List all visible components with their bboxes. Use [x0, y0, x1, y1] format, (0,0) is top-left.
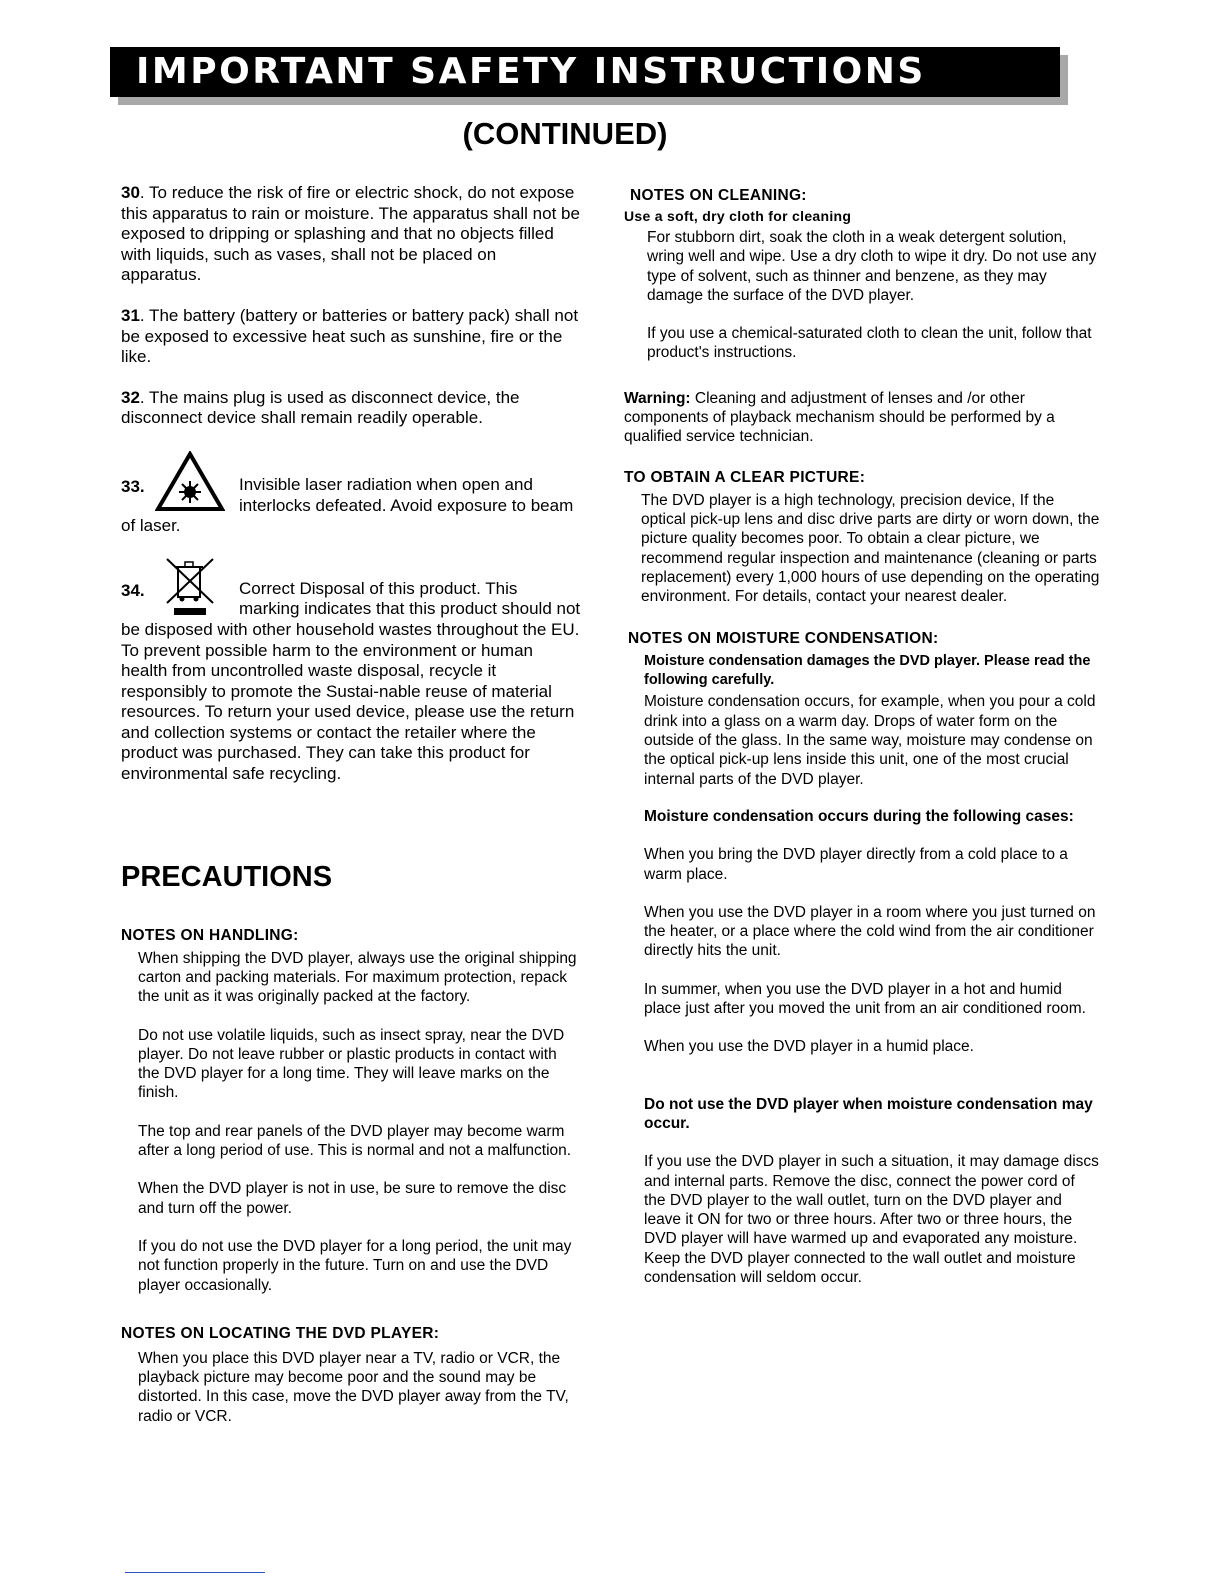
instruction-33: 33. Invisible laser radiation when open and interlocks defeated. Avoid exposure to beam of laser. — [121, 451, 581, 537]
locating-notes: When you place this DVD player near a TV, radio or VCR, the playback picture may become poor and the sound may be distorted. In this case, move the DVD player away from the TV, radio or VCR. — [138, 1349, 569, 1425]
left-column — [121, 183, 581, 1426]
instruction-34: 34. Correct Disposal of this product. This marking indicates that this product should not be disposed with other household wastes throughout the EU. To prevent possible harm to the environment or human health from uncontrolled waste disposal, recycle it responsibly to promote the Sustai-nable reuse of material resources. To return your used device, please use the return and collection systems or contact the retailer where the product was purchased. They can take this product for environmental safe recycling. — [121, 555, 581, 785]
warning-note: Warning: Cleaning and adjustment of lenses and /or other components of playback mechanism should be performed by a qualified service technician. — [624, 389, 1055, 446]
instruction-30: 30. To reduce the risk of fire or electric shock, do not expose this apparatus to rain or moisture. The apparatus shall not be exposed to dripping or splashing and that no objects filled with liquids, such as vases, shall not be placed on apparatus. — [121, 183, 580, 285]
moisture-heading: NOTES ON MOISTURE CONDENSATION: — [628, 630, 939, 648]
page-subtitle: (CONTINUED) — [462, 116, 668, 151]
page-title: IMPORTANT SAFETY INSTRUCTIONS — [110, 47, 1060, 97]
picture-heading: TO OBTAIN A CLEAR PICTURE: — [624, 468, 866, 486]
crossed-bin-icon — [155, 555, 225, 619]
right-column — [624, 187, 1100, 1287]
handling-heading: NOTES ON HANDLING: — [121, 926, 299, 944]
moisture-notes: Moisture condensation damages the DVD player. Please read the following carefully. Moisture condensation occurs, for example, when you pour a cold drink into a glass on a warm day. Drops of water form on the outside of the glass. In the same way, moisture may condense on the optical pick-up lens inside this unit, one of the most crucial internal parts of the DVD player. Moisture condensation occurs during the following cases: When you bring the DVD player directly from a cold place to a warm place. When you use the DVD player in a room where you just turned on the heater, or a place where the cold wind from the air conditioner directly hits the unit. In summer, when you use the DVD player in a hot and humid place just after you moved the unit from an air conditioned room. When you use the DVD player in a humid place. Do not use the DVD player when moisture condensation may occur. If you use the DVD player in such a situation, it may damage discs and internal parts. Remove the disc, connect the power cord of the DVD player to the wall outlet, turn on the DVD player and leave it ON for two or three hours. After two or three hours, the DVD player will have warmed up and evaporated any moisture. Keep the DVD player connected to the wall outlet and moisture condensation will seldom occur. — [644, 653, 1099, 1286]
handling-notes: When shipping the DVD player, always use the original shipping carton and packing materials. For maximum protection, repack the unit as it was originally packed at the factory. Do not use volatile liquids, such as insect spray, near the DVD player. Do not leave rubber or plastic products in contact with the DVD player for a long time. They will leave marks on the finish. The top and rear panels of the DVD player may become warm after a long period of use. This is normal and not a malfunction. When the DVD player is not in use, be sure to remove the disc and turn off the power. If you do not use the DVD player for a long period, the unit may not function properly in the future. Turn on and use the DVD player occasionally. — [138, 949, 577, 1294]
cleaning-notes: For stubborn dirt, soak the cloth in a weak detergent solution, wring well and wipe. Use a dry cloth to wipe it dry. Do not use any type of solvent, such as thinner and benzene, as they may damage the surface of the DVD player. If you use a chemical-saturated cloth to clean the unit, follow that product's instructions. — [647, 229, 1097, 362]
footer-rule — [125, 1572, 265, 1573]
cleaning-heading: NOTES ON CLEANING: — [630, 187, 807, 204]
instruction-31: 31. The battery (battery or batteries or battery pack) shall not be exposed to excessive heat such as sunshine, fire or the like. — [121, 305, 579, 367]
laser-warning-icon — [155, 451, 225, 513]
cleaning-subheading: Use a soft, dry cloth for cleaning — [624, 208, 852, 224]
picture-notes: The DVD player is a high technology, precision device, If the optical pick-up lens and disc drive parts are dirty or worn down, the picture quality becomes poor. To obtain a clear picture, we recommend regular inspection and maintenance (cleaning or parts replacement) every 1,000 hours of use depending on the operating environment. For details, contact your nearest dealer. — [641, 491, 1100, 606]
locating-heading: NOTES ON LOCATING THE DVD PLAYER: — [121, 1324, 440, 1342]
instruction-32: 32. The mains plug is used as disconnect device, the disconnect device shall remain readily operable. — [121, 387, 520, 428]
precautions-heading: PRECAUTIONS — [121, 860, 333, 893]
